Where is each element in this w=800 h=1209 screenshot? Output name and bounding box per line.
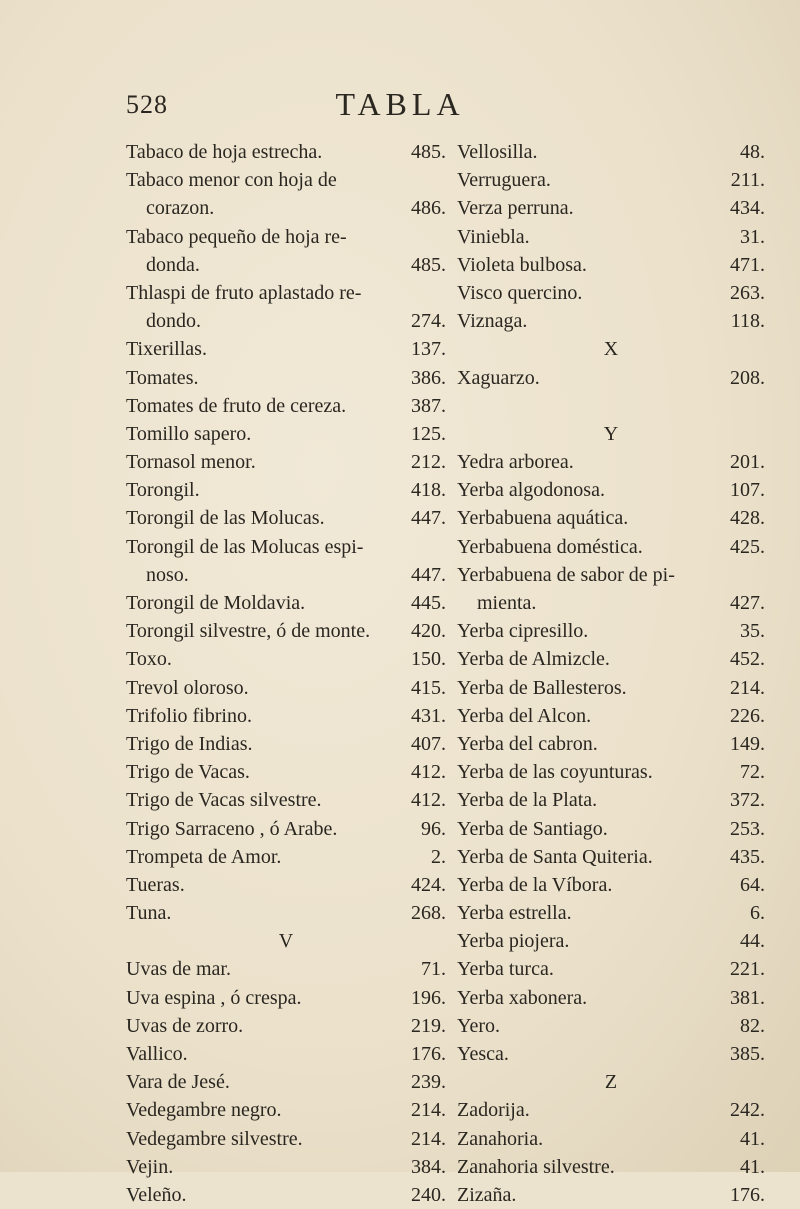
entry-page-number: 384.: [411, 1155, 446, 1178]
entry-name: donda.: [146, 253, 200, 276]
entry-name: Torongil de las Molucas.: [126, 507, 325, 530]
index-entry: [126, 166, 446, 194]
entry-page-number: 447.: [411, 507, 446, 530]
index-entry: [457, 786, 765, 814]
entry-name: Vallico.: [126, 1043, 188, 1065]
entry-page-number: 211.: [730, 169, 765, 192]
entry-name: Zanahoria.: [457, 1127, 544, 1150]
entry-page-number: 137.: [411, 338, 446, 361]
entry-name: Torongil.: [126, 479, 200, 502]
index-entry: [126, 899, 446, 927]
entry-page-number: 428.: [730, 507, 765, 530]
index-entry: [126, 617, 446, 645]
index-entry: [126, 955, 446, 983]
entry-name: Yerba de Ballesteros.: [457, 676, 627, 699]
entry-name: Tomates.: [126, 366, 199, 389]
index-entry: [126, 307, 446, 335]
entry-name: Yesca.: [457, 1043, 509, 1065]
entry-page-number: 41.: [740, 1127, 765, 1150]
entry-page-number: 268.: [411, 902, 446, 925]
entry-page-number: 176.: [730, 1183, 765, 1206]
entry-page-number: 240.: [411, 1183, 446, 1206]
entry-page-number: 485.: [411, 141, 446, 163]
entry-name: Zanahoria silvestre.: [457, 1155, 615, 1178]
entry-name: Vedegambre negro.: [126, 1099, 282, 1122]
entry-page-number: 221.: [730, 958, 765, 981]
entry-name: Yerba de la Plata.: [457, 789, 598, 812]
entry-name: Trigo de Vacas silvestre.: [126, 789, 322, 812]
entry-name: Tuna.: [126, 902, 172, 925]
section-letter: V: [278, 930, 294, 953]
entry-name: Tueras.: [126, 873, 185, 896]
index-entry: [457, 702, 765, 730]
section-letter: Z: [604, 1071, 618, 1094]
entry-name: Trompeta de Amor.: [126, 845, 282, 868]
index-entry: [457, 617, 765, 645]
index-entry: [126, 1096, 446, 1124]
entry-name: Tabaco pequeño de hoja re-: [126, 225, 347, 248]
index-entry: [126, 420, 446, 448]
entry-page-number: 420.: [411, 620, 446, 643]
entry-page-number: 412.: [411, 761, 446, 784]
entry-name: Torongil de las Molucas espi-: [126, 535, 364, 558]
entry-name: Trevol oloroso.: [126, 676, 249, 699]
entry-name: Zadorija.: [457, 1099, 530, 1122]
entry-page-number: 381.: [730, 986, 765, 1009]
entry-page-number: 125.: [411, 422, 446, 445]
index-entry: [457, 1040, 765, 1068]
entry-page-number: 64.: [740, 873, 765, 896]
entry-name: Veleño.: [126, 1183, 187, 1206]
page-title: TABLA: [335, 86, 465, 122]
index-entry: [126, 448, 446, 476]
index-entry: [126, 1012, 446, 1040]
entry-page-number: 435.: [730, 845, 765, 868]
index-entry: [126, 279, 446, 307]
index-entry: [457, 1012, 765, 1040]
index-entry: [126, 504, 446, 532]
entry-page-number: 6.: [750, 902, 765, 925]
index-entry: [126, 1181, 446, 1209]
entry-page-number: 48.: [740, 141, 765, 163]
index-entry: [457, 194, 765, 222]
index-entry: [126, 561, 446, 589]
index-entry: [126, 138, 446, 166]
entry-name: Verza perruna.: [457, 197, 574, 220]
index-entry: [457, 166, 765, 194]
entry-name: Yedra arborea.: [457, 451, 574, 474]
entry-page-number: 176.: [411, 1043, 446, 1065]
index-entry: [126, 758, 446, 786]
entry-page-number: 214.: [730, 676, 765, 699]
entry-name: Trigo Sarraceno , ó Arabe.: [126, 817, 338, 840]
entry-name: Trigo de Indias.: [126, 732, 253, 755]
entry-name: noso.: [146, 563, 189, 586]
index-entry: [457, 1181, 765, 1209]
entry-page-number: 386.: [411, 366, 446, 389]
entry-name: Trigo de Vacas.: [126, 761, 250, 784]
page-header: [0, 86, 800, 126]
entry-page-number: 253.: [730, 817, 765, 840]
index-entry: [457, 476, 765, 504]
index-entry: [126, 702, 446, 730]
index-entry: [457, 843, 765, 871]
index-entry: [457, 899, 765, 927]
entry-name: mienta.: [477, 592, 537, 614]
index-entry: [457, 815, 765, 843]
entry-name: Yerba cipresillo.: [457, 620, 589, 643]
entry-page-number: 219.: [411, 1014, 446, 1037]
section-letter: Y: [603, 422, 619, 445]
entry-name: Yerba turca.: [457, 958, 554, 981]
entry-name: Yerba de Santiago.: [457, 817, 608, 840]
entry-name: Yerba de Santa Quiteria.: [457, 845, 653, 868]
entry-page-number: 385.: [730, 1043, 765, 1065]
entry-page-number: 239.: [411, 1071, 446, 1094]
index-entry: [126, 984, 446, 1012]
index-entry: [457, 674, 765, 702]
entry-name: Tixerillas.: [126, 338, 207, 361]
entry-name: Yerba estrella.: [457, 902, 572, 925]
index-entry: [457, 392, 765, 420]
index-entry: [126, 871, 446, 899]
index-entry: [457, 533, 765, 561]
index-entry: [457, 758, 765, 786]
page-number: 528: [126, 90, 168, 119]
entry-page-number: 434.: [730, 197, 765, 220]
index-entry: [457, 730, 765, 758]
entry-name: Tabaco de hoja estrecha.: [126, 141, 323, 163]
index-entry: [457, 1153, 765, 1181]
index-entry: [457, 138, 765, 166]
index-entry: [126, 589, 446, 617]
entry-page-number: 274.: [411, 310, 446, 333]
entry-page-number: 118.: [730, 310, 765, 333]
index-entry: [457, 927, 765, 955]
entry-name: Yero.: [457, 1014, 500, 1037]
entry-name: Uvas de zorro.: [126, 1014, 244, 1037]
index-entry: [126, 1040, 446, 1068]
entry-name: Thlaspi de fruto aplastado re-: [126, 281, 362, 304]
index-entry: [126, 645, 446, 673]
entry-name: Yerbabuena aquática.: [457, 507, 629, 530]
section-letter-heading: [457, 335, 765, 363]
entry-page-number: 431.: [411, 704, 446, 727]
entry-name: Uvas de mar.: [126, 958, 231, 981]
index-entry: [126, 1153, 446, 1181]
entry-name: Vara de Jesé.: [126, 1071, 230, 1094]
index-entry: [126, 392, 446, 420]
index-entry: [457, 589, 765, 617]
entry-name: Tomillo sapero.: [126, 422, 252, 445]
index-entry: [457, 955, 765, 983]
entry-name: Vellosilla.: [457, 141, 538, 163]
entry-page-number: 214.: [411, 1127, 446, 1150]
entry-name: Toxo.: [126, 648, 172, 671]
index-column-left: [126, 138, 446, 1209]
entry-name: Trifolio fibrino.: [126, 704, 252, 727]
entry-name: Tabaco menor con hoja de: [126, 169, 337, 192]
entry-name: Zizaña.: [457, 1183, 517, 1206]
index-entry: [126, 815, 446, 843]
entry-name: Yerba xabonera.: [457, 986, 588, 1009]
entry-page-number: 150.: [411, 648, 446, 671]
entry-page-number: 424.: [411, 873, 446, 896]
entry-page-number: 196.: [411, 986, 446, 1009]
entry-page-number: 263.: [730, 281, 765, 304]
section-letter: X: [603, 338, 619, 361]
entry-page-number: 387.: [411, 394, 446, 417]
index-entry: [126, 786, 446, 814]
entry-page-number: 486.: [411, 197, 446, 220]
index-entry: [126, 843, 446, 871]
entry-name: Yerba del cabron.: [457, 732, 598, 755]
index-column-right: [457, 138, 765, 1209]
entry-page-number: 149.: [730, 732, 765, 755]
entry-page-number: 71.: [421, 958, 446, 981]
index-entry: [126, 194, 446, 222]
entry-name: Yerbabuena de sabor de pi-: [457, 563, 675, 586]
entry-name: Yerba piojera.: [457, 930, 570, 953]
entry-page-number: 31.: [740, 225, 765, 248]
entry-page-number: 412.: [411, 789, 446, 812]
entry-name: Torongil de Moldavia.: [126, 592, 306, 614]
entry-name: Yerba de la Víbora.: [457, 873, 613, 896]
entry-page-number: 72.: [740, 761, 765, 784]
entry-page-number: 445.: [411, 592, 446, 614]
entry-page-number: 485.: [411, 253, 446, 276]
entry-name: Viznaga.: [457, 310, 528, 333]
entry-page-number: 372.: [730, 789, 765, 812]
index-entry: [126, 364, 446, 392]
index-entry: [126, 1125, 446, 1153]
entry-name: corazon.: [146, 197, 215, 220]
index-entry: [457, 1096, 765, 1124]
index-entry: [126, 730, 446, 758]
entry-page-number: 96.: [421, 817, 446, 840]
entry-page-number: 447.: [411, 563, 446, 586]
index-entry: [126, 1068, 446, 1096]
index-entry: [457, 223, 765, 251]
index-entry: [457, 364, 765, 392]
index-entry: [126, 251, 446, 279]
entry-name: Violeta bulbosa.: [457, 253, 587, 276]
entry-page-number: 407.: [411, 732, 446, 755]
index-entry: [457, 307, 765, 335]
entry-name: Tornasol menor.: [126, 451, 256, 474]
entry-name: Vedegambre silvestre.: [126, 1127, 303, 1150]
index-entry: [457, 561, 765, 589]
entry-name: Yerba de Almizcle.: [457, 648, 610, 671]
index-entry: [457, 645, 765, 673]
entry-page-number: 2.: [431, 845, 446, 868]
entry-page-number: 82.: [740, 1014, 765, 1037]
section-letter-heading: [457, 420, 765, 448]
entry-name: Vejin.: [126, 1155, 174, 1178]
index-entry: [126, 223, 446, 251]
entry-page-number: 242.: [730, 1099, 765, 1122]
entry-name: Xaguarzo.: [457, 366, 540, 389]
entry-page-number: 214.: [411, 1099, 446, 1122]
entry-name: Yerba algodonosa.: [457, 479, 605, 502]
entry-name: Tomates de fruto de cereza.: [126, 394, 347, 417]
index-entry: [126, 335, 446, 363]
entry-page-number: 425.: [730, 535, 765, 558]
entry-page-number: 208.: [730, 366, 765, 389]
entry-name: Viniebla.: [457, 225, 530, 248]
section-letter-heading: [126, 927, 446, 955]
entry-name: Torongil silvestre, ó de monte.: [126, 620, 371, 643]
index-entry: [457, 504, 765, 532]
index-entry: [457, 279, 765, 307]
section-letter-heading: [457, 1068, 765, 1096]
index-entry: [126, 533, 446, 561]
entry-name: dondo.: [146, 310, 201, 333]
entry-page-number: 226.: [730, 704, 765, 727]
index-entry: [457, 1125, 765, 1153]
entry-name: Yerbabuena doméstica.: [457, 535, 643, 558]
index-entry: [457, 251, 765, 279]
entry-page-number: 427.: [730, 592, 765, 614]
entry-page-number: 35.: [740, 620, 765, 643]
index-entry: [126, 674, 446, 702]
index-entry: [457, 871, 765, 899]
entry-page-number: 415.: [411, 676, 446, 699]
entry-name: Visco quercino.: [457, 281, 583, 304]
entry-page-number: 452.: [730, 648, 765, 671]
entry-page-number: 41.: [740, 1155, 765, 1178]
index-entry: [457, 984, 765, 1012]
entry-page-number: 212.: [411, 451, 446, 474]
entry-name: Yerba del Alcon.: [457, 704, 592, 727]
index-entry: [457, 448, 765, 476]
entry-name: Yerba de las coyunturas.: [457, 761, 653, 784]
entry-page-number: 107.: [730, 479, 765, 502]
entry-name: Verruguera.: [457, 169, 551, 192]
entry-name: Uva espina , ó crespa.: [126, 986, 302, 1009]
entry-page-number: 201.: [730, 451, 765, 474]
index-entry: [126, 476, 446, 504]
entry-page-number: 44.: [740, 930, 765, 953]
entry-page-number: 471.: [730, 253, 765, 276]
entry-page-number: 418.: [411, 479, 446, 502]
